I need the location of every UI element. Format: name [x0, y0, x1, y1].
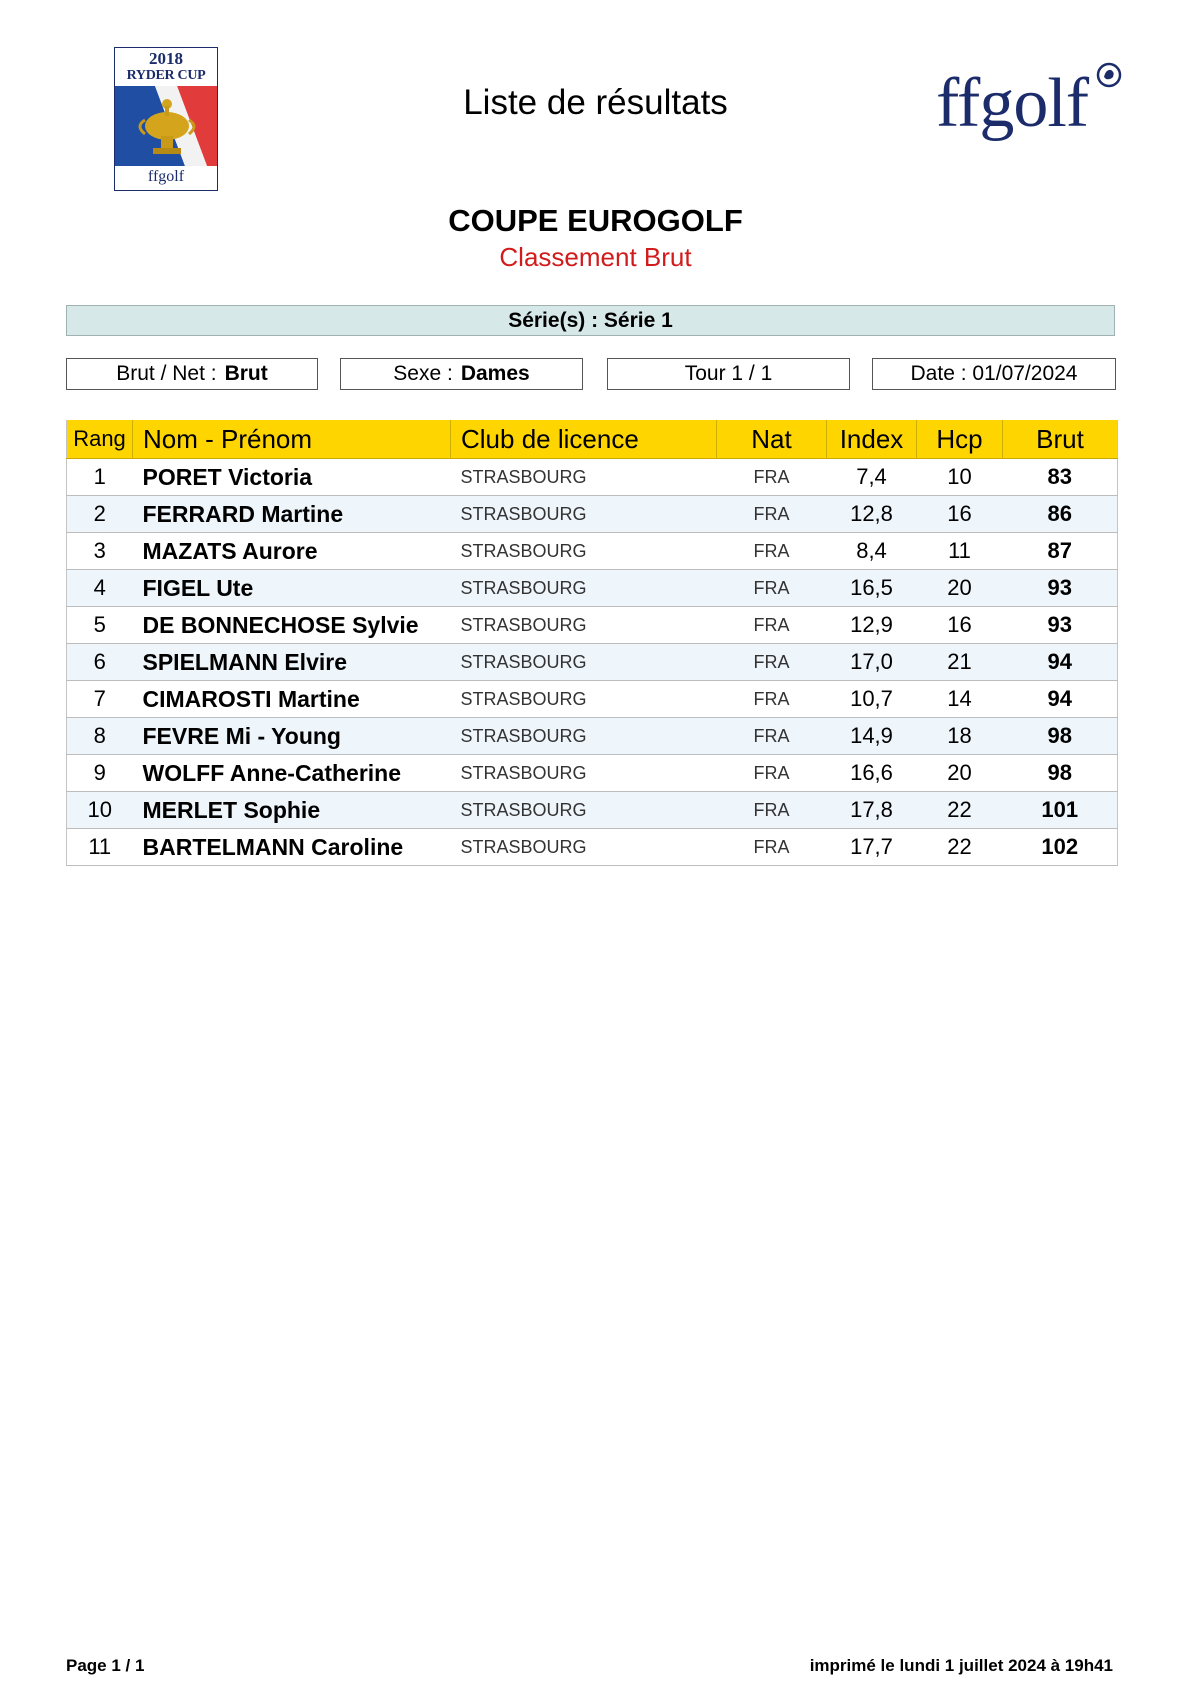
- col-header-nat: Nat: [717, 420, 827, 459]
- sexe-label: Sexe :: [393, 362, 453, 385]
- cell-hcp: 16: [917, 496, 1003, 533]
- brut-net-label: Brut / Net :: [116, 362, 217, 385]
- cell-hcp: 22: [917, 792, 1003, 829]
- cell-hcp: 20: [917, 570, 1003, 607]
- cell-nat: FRA: [717, 829, 827, 866]
- cell-nom: BARTELMANN Caroline: [133, 829, 451, 866]
- cell-index: 8,4: [827, 533, 917, 570]
- series-bar: Série(s) : Série 1: [66, 305, 1115, 336]
- cell-rang: 5: [67, 607, 133, 644]
- cell-club: STRASBOURG: [451, 570, 717, 607]
- cell-nom: FEVRE Mi - Young: [133, 718, 451, 755]
- date-box: Date : 01/07/2024: [872, 358, 1116, 390]
- cell-club: STRASBOURG: [451, 533, 717, 570]
- cell-nom: FIGEL Ute: [133, 570, 451, 607]
- tour-box: Tour 1 / 1: [607, 358, 850, 390]
- cell-nat: FRA: [717, 496, 827, 533]
- col-header-brut: Brut: [1003, 420, 1118, 459]
- cell-index: 14,9: [827, 718, 917, 755]
- results-table: [66, 420, 1118, 866]
- cell-hcp: 20: [917, 755, 1003, 792]
- col-header-hcp: Hcp: [917, 420, 1003, 459]
- cell-hcp: 18: [917, 718, 1003, 755]
- cell-club: STRASBOURG: [451, 829, 717, 866]
- cell-rang: 9: [67, 755, 133, 792]
- cell-brut: 93: [1003, 607, 1118, 644]
- col-header-index: Index: [827, 420, 917, 459]
- cell-hcp: 14: [917, 681, 1003, 718]
- table-row: [67, 681, 1118, 718]
- col-header-nom: Nom - Prénom: [133, 420, 451, 459]
- cell-nat: FRA: [717, 792, 827, 829]
- cell-brut: 101: [1003, 792, 1118, 829]
- cell-nom: MAZATS Aurore: [133, 533, 451, 570]
- cell-index: 17,0: [827, 644, 917, 681]
- sexe-value: Dames: [460, 362, 530, 385]
- cell-rang: 7: [67, 681, 133, 718]
- ryder-ffgolf-text: ffgolf: [147, 168, 185, 185]
- cell-brut: 83: [1003, 459, 1118, 496]
- cell-brut: 94: [1003, 681, 1118, 718]
- cell-brut: 87: [1003, 533, 1118, 570]
- col-header-club: Club de licence: [451, 420, 717, 459]
- cell-club: STRASBOURG: [451, 644, 717, 681]
- cell-nom: WOLFF Anne-Catherine: [133, 755, 451, 792]
- cell-index: 17,7: [827, 829, 917, 866]
- cell-club: STRASBOURG: [451, 607, 717, 644]
- table-row: [67, 755, 1118, 792]
- cell-index: 7,4: [827, 459, 917, 496]
- cell-nat: FRA: [717, 570, 827, 607]
- cell-nat: FRA: [717, 718, 827, 755]
- cell-index: 17,8: [827, 792, 917, 829]
- cell-club: STRASBOURG: [451, 459, 717, 496]
- cell-club: STRASBOURG: [451, 718, 717, 755]
- cell-rang: 6: [67, 644, 133, 681]
- cell-rang: 8: [67, 718, 133, 755]
- table-row: [67, 792, 1118, 829]
- cell-nat: FRA: [717, 755, 827, 792]
- table-row: [67, 829, 1118, 866]
- table-row: [67, 496, 1118, 533]
- cell-index: 10,7: [827, 681, 917, 718]
- table-row: [67, 644, 1118, 681]
- cell-rang: 11: [67, 829, 133, 866]
- cell-club: STRASBOURG: [451, 496, 717, 533]
- brut-net-box: [66, 358, 318, 390]
- cell-hcp: 16: [917, 607, 1003, 644]
- table-row: [67, 718, 1118, 755]
- cell-rang: 3: [67, 533, 133, 570]
- table-row: [67, 459, 1118, 496]
- cell-club: STRASBOURG: [451, 792, 717, 829]
- cell-nat: FRA: [717, 459, 827, 496]
- cell-nom: SPIELMANN Elvire: [133, 644, 451, 681]
- cell-hcp: 21: [917, 644, 1003, 681]
- ffgolf-logo: ffgolf: [936, 65, 1089, 142]
- cell-brut: 98: [1003, 755, 1118, 792]
- footer-print-date: imprimé le lundi 1 juillet 2024 à 19h41: [809, 1656, 1113, 1675]
- table-header-row: [67, 420, 1118, 459]
- cell-hcp: 10: [917, 459, 1003, 496]
- cell-nat: FRA: [717, 533, 827, 570]
- footer-page-number: Page 1 / 1: [66, 1656, 145, 1675]
- cell-club: STRASBOURG: [451, 681, 717, 718]
- cell-index: 12,8: [827, 496, 917, 533]
- table-row: [67, 607, 1118, 644]
- sexe-box: [340, 358, 583, 390]
- cell-index: 16,6: [827, 755, 917, 792]
- table-row: [67, 570, 1118, 607]
- page-title: Liste de résultats: [463, 83, 728, 122]
- cell-brut: 93: [1003, 570, 1118, 607]
- brut-net-value: Brut: [224, 362, 268, 385]
- cell-index: 12,9: [827, 607, 917, 644]
- cell-hcp: 11: [917, 533, 1003, 570]
- col-header-rang: Rang: [67, 420, 133, 459]
- cell-brut: 98: [1003, 718, 1118, 755]
- cell-nom: CIMAROSTI Martine: [133, 681, 451, 718]
- cell-rang: 4: [67, 570, 133, 607]
- table-row: [67, 533, 1118, 570]
- cell-nom: FERRARD Martine: [133, 496, 451, 533]
- cell-index: 16,5: [827, 570, 917, 607]
- cell-rang: 1: [67, 459, 133, 496]
- competition-name: COUPE EUROGOLF: [448, 203, 743, 238]
- cell-nom: DE BONNECHOSE Sylvie: [133, 607, 451, 644]
- cell-nat: FRA: [717, 644, 827, 681]
- cell-brut: 102: [1003, 829, 1118, 866]
- cell-nat: FRA: [717, 607, 827, 644]
- cell-nom: MERLET Sophie: [133, 792, 451, 829]
- cell-nat: FRA: [717, 681, 827, 718]
- cell-rang: 2: [67, 496, 133, 533]
- cell-club: STRASBOURG: [451, 755, 717, 792]
- cell-nom: PORET Victoria: [133, 459, 451, 496]
- ryder-cup-name: RYDER CUP: [126, 68, 206, 83]
- cell-brut: 94: [1003, 644, 1118, 681]
- classement-type: Classement Brut: [499, 242, 692, 272]
- cell-rang: 10: [67, 792, 133, 829]
- cell-brut: 86: [1003, 496, 1118, 533]
- cell-hcp: 22: [917, 829, 1003, 866]
- ryder-cup-year: 2018: [149, 49, 183, 68]
